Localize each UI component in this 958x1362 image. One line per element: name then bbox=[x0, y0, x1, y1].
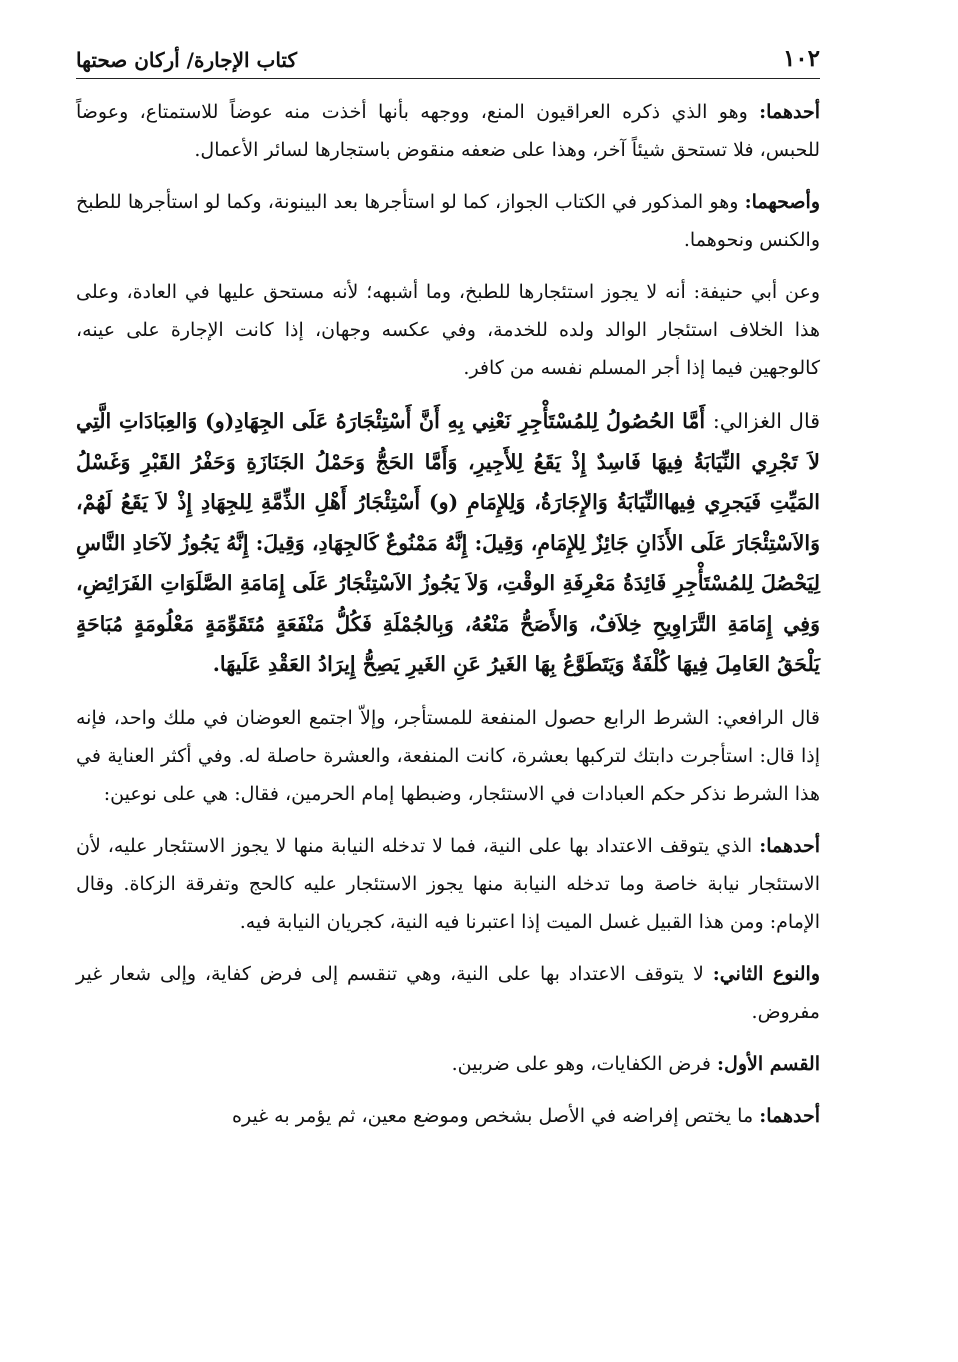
paragraph-lead: القسم الأول: bbox=[717, 1052, 820, 1075]
paragraph-9 bbox=[76, 1097, 820, 1135]
paragraph-text: وهو الذي ذكره العراقيون المنع، ووجهه بأنها أخذت منه عوضاً للاستمتاع، وعوضاً للحبس، فلا تستحق شيئاً آخر، وهذا على ضعفه منقوض باستجارها لسائر الأعمال. bbox=[76, 101, 820, 161]
paragraph-text: الذي يتوقف الاعتداد بها على النية، فما لا تدخله النيابة منها لا يجوز الاستئجار عليه، لأن الاستئجار نيابة خاصة وما تدخله النيابة منها يجوز الاستئجار عليه كالحج وتفرقة الزكاة. وقال الإمام: ومن هذا القبيل غسل الميت إذا اعتبرنا فيه النية، كجريان النيابة فيه. bbox=[76, 834, 820, 933]
paragraph-text: أَمَّا الحُصُولُ لِلمُسْتَأْجِرِ نَعْنِي بِهِ أَنَّ أَسْتِئْجَارَهُ عَلَى الجِهَادِ(و) وَالعِبَادَاتِ الَّتِي لاَ تَجْرِي النِّيَابَةُ فِيهَا فَاسِدٌ إِذْ يَقَعُ لِلأَجِيرِ، وَأَمَّا الحَجُّ وَحَمْلُ الجَنَازَةِ وَحَفْرُ القَبْرِ وَغَسْلُ المَيِّتِ فَيَجرِي فِيهاالنِّيَابَةُ وَالإِجَارَةُ، وَلِلإِمَامِ (و) أَسْتِئْجَارُ أَهْلِ الذِّمَّةِ لِلجِهَادِ إِذْ لاَ يَقَعُ لَهُمْ، وَالاَسْتِئْجَارَ عَلَى الأَذَانِ جَائِزٌ لِلإِمَامِ، وَقِيلَ: إِنَّهُ مَمْنُوعٌ كَالجِهَادِ، وَقِيلَ: إِنَّهُ يَجُوزُ لآحَادِ النَّاسِ لِيَحْصُلَ لِلمُسْتَأْجِرِ فَائِدَةُ مَعْرِفَةِ الوقْتِ، وَلاَ يَجُوزُ الاَسْتِئْجَارُ عَلَى إِمَامَةِ الصَّلَوَاتِ الفَرَائِضِ، وَفِي إِمَامَةِ التَّرَاوِيحِ خِلاَفٌ، وَالأَصَحُّ مَنْعُهُ، وَبِالجُمْلَةِ فَكُلُّ مَنْفَعَةٍ مُتَقَوِّمَةٍ مَعْلُومَةٍ مُبَاحَةٍ يَلْحَقُ العَامِلَ فِيهَا كُلْفَةٌ وَيَتَطَوَّعُ بِهَا الغَيرُ عَنِ الغَيرِ يَصِحُّ إِيرَادُ العَقْدِ عَلَيهَا. bbox=[76, 409, 820, 676]
paragraph-text: وهو المذكور في الكتاب الجواز، كما لو استأجرها بعد البينونة، وكما لو استأجرها للطبخ والكنس ونحوهما. bbox=[76, 191, 820, 251]
paragraph-lead: قال الغزالي: bbox=[712, 409, 820, 433]
page-header bbox=[76, 40, 820, 79]
running-title: كتاب الإجارة/ أركان صحتها bbox=[76, 48, 297, 72]
paragraph-text: وعن أبي حنيفة: أنه لا يجوز استئجارها للطبخ، وما أشبهه؛ لأنه مستحق عليها في العادة، وعلى هذا الخلاف استئجار الوالد ولده للخدمة، وفي عكسه وجهان، إذا كانت الإجارة على عينه، كالوجهين فيما إذا أجر المسلم نفسه من كافر. bbox=[76, 281, 820, 379]
paragraph-text: فرض الكفايات، وهو على ضربين. bbox=[451, 1052, 711, 1075]
paragraph-text: ما يختص إفراضه في الأصل بشخص وموضع معين، ثم يؤمر به غيره bbox=[232, 1104, 754, 1127]
page-body bbox=[76, 93, 820, 1135]
paragraph-8 bbox=[76, 1045, 820, 1083]
paragraph-lead: والنوع الثاني: bbox=[712, 962, 820, 985]
page-number: ١٠٢ bbox=[782, 45, 820, 72]
paragraph-6 bbox=[76, 827, 820, 941]
paragraph-1 bbox=[76, 93, 820, 169]
paragraph-5 bbox=[76, 699, 820, 813]
paragraph-2 bbox=[76, 183, 820, 259]
paragraph-text: لا يتوقف الاعتداد بها على النية، وهي تنقسم إلى فرض كفاية، وإلى شعار غير مفروض. bbox=[76, 962, 820, 1023]
paragraph-lead: وأصحهما: bbox=[744, 191, 820, 213]
paragraph-4-matn bbox=[76, 401, 820, 685]
paragraph-3 bbox=[76, 273, 820, 387]
paragraph-lead: أحدهما: bbox=[759, 1104, 820, 1127]
book-page bbox=[76, 40, 820, 1149]
paragraph-lead: أحدهما: bbox=[759, 101, 820, 123]
paragraph-lead: أحدهما: bbox=[759, 834, 820, 857]
paragraph-7 bbox=[76, 955, 820, 1031]
paragraph-text: قال الرافعي: الشرط الرابع حصول المنفعة للمستأجر، وإلاّ اجتمع العوضان في ملك واحد، فإنه إذا قال: استأجرت دابتك لتركبها بعشرة، كانت المنفعة، والعشرة حاصلة له. وفي أكثر العناية في هذا الشرط نذكر حكم العبادات في الاستئجار، وضبطها إمام الحرمين، فقال: هي على نوعين: bbox=[76, 706, 820, 805]
